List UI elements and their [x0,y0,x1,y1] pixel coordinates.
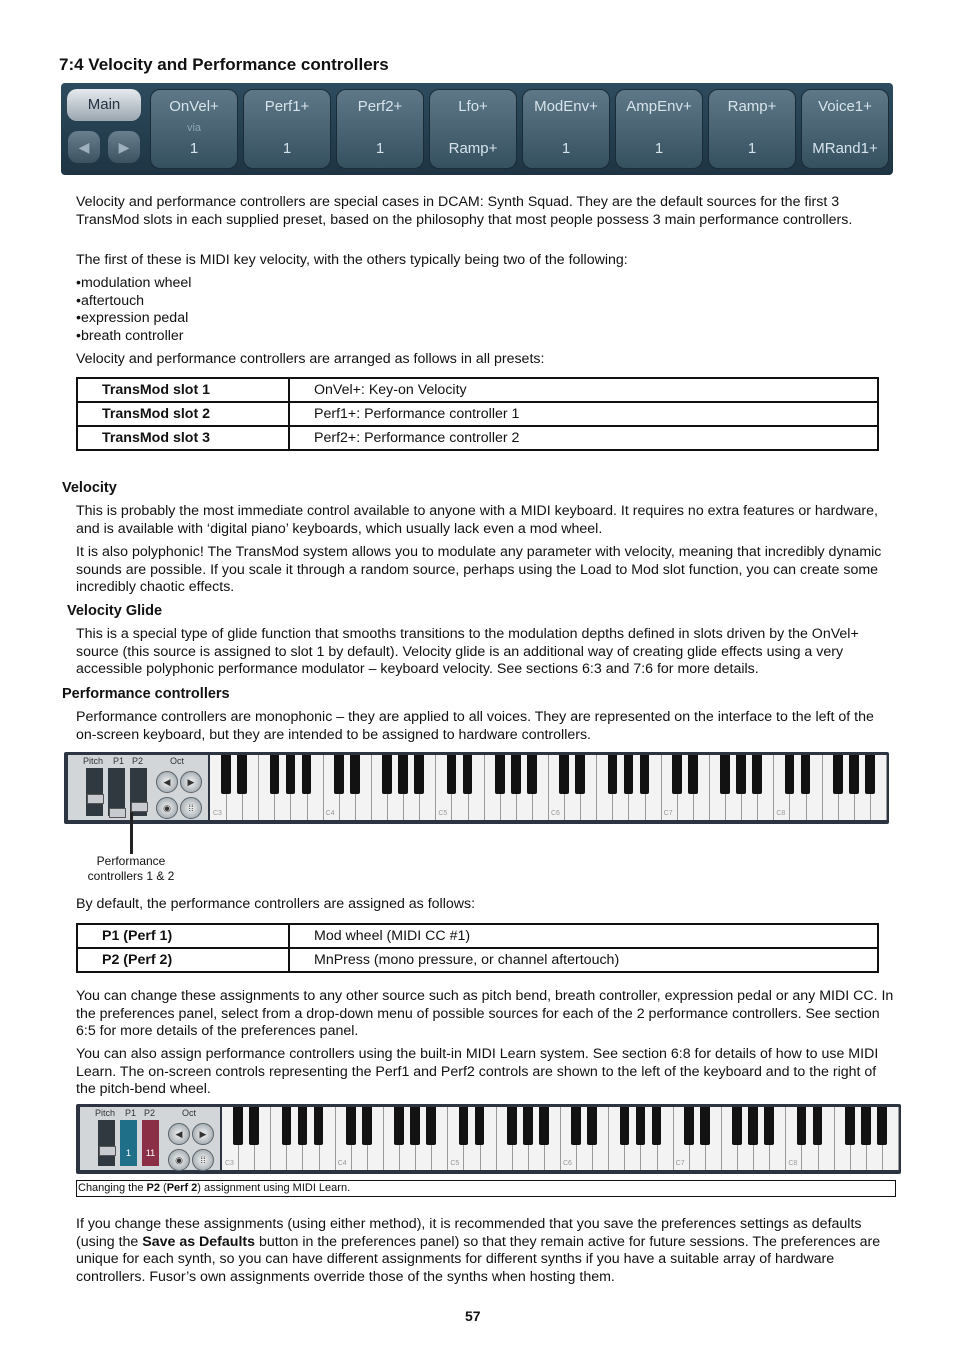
black-key[interactable] [414,755,424,794]
black-key[interactable] [475,1107,485,1145]
table-cell: Perf1+: Performance controller 1 [289,402,878,426]
octave-label: C8 [788,1160,798,1167]
right-arrow-icon[interactable]: ▶ [108,131,140,163]
piano-keys[interactable] [222,1107,898,1170]
caption-bold: P2 [146,1182,160,1194]
p2-slider[interactable] [142,1120,159,1166]
tile-bottom: 1 [282,140,292,157]
controller-panel [80,1107,220,1170]
pitch-label: Pitch [95,1108,116,1118]
black-key[interactable] [813,1107,823,1145]
tile-bottom: 1 [747,140,757,157]
black-key[interactable] [237,755,247,794]
tile-top: Perf1+ [264,98,310,115]
tile-mid: via [186,122,202,134]
octave-label: C3 [225,1160,234,1167]
tile-modenv[interactable] [522,89,610,169]
table-row [77,924,878,948]
controller-list [76,275,191,345]
p2-label: P2 [132,756,144,766]
caption-bold: Perf 2 [166,1182,198,1194]
black-key[interactable] [785,755,795,794]
section-heading: 7:4 Velocity and Performance controllers [59,55,389,74]
black-key[interactable] [684,1107,694,1145]
velocity-glide-heading: Velocity Glide [67,603,163,619]
black-key[interactable] [350,755,360,794]
table-cell: Mod wheel (MIDI CC #1) [289,924,878,948]
pitch-wheel[interactable] [98,1120,115,1166]
callout-line [130,812,133,854]
black-key[interactable] [672,755,682,794]
black-key[interactable] [523,1107,533,1145]
transmod-slot-table [76,377,879,451]
black-key[interactable] [587,1107,597,1145]
black-key[interactable] [688,755,698,794]
table-cell: OnVel+: Key-on Velocity [289,378,878,402]
velocity-heading: Velocity [62,480,117,496]
octave-label: C6 [551,810,560,817]
performance-heading: Performance controllers [62,686,230,702]
table-cell: P1 (Perf 1) [77,924,289,948]
tile-onvel[interactable] [150,89,238,169]
table-row [77,402,878,426]
black-key[interactable] [447,755,457,794]
octave-up-icon[interactable]: ▶ [180,771,202,793]
body-paragraph: It is also polyphonic! The TransMod system allows you to modulate any parameter with velocity, meaning that incredibly dynamic sounds are possible. If you scale it through a random source, perhaps using the Load to Mod slot function, you can create some incredibly chaotic effects. [76,544,882,596]
octave-label: C6 [563,1160,572,1167]
octave-label: C4 [325,810,335,817]
black-key[interactable] [511,755,521,794]
tile-top: Voice1+ [818,98,872,115]
tile-bottom: 1 [375,140,385,157]
black-key[interactable] [752,755,762,794]
mono-icon[interactable]: ◉ [156,797,178,819]
body-paragraph: By default, the performance controllers are assigned as follows: [76,896,476,912]
onscreen-keyboard-midi-learn [76,1104,901,1174]
black-key[interactable] [720,755,730,794]
list-item: • expression pedal [76,310,191,328]
onscreen-keyboard [64,752,889,824]
black-key[interactable] [608,755,618,794]
table-row [77,948,878,972]
tile-top: Perf2+ [357,98,403,115]
black-key[interactable] [732,1107,742,1145]
list-item: • breath controller [76,328,191,346]
black-key[interactable] [270,755,280,794]
table-cell: MnPress (mono pressure, or channel aftertouch) [289,948,878,972]
tile-top: OnVel+ [169,98,219,115]
octave-label: C4 [337,1160,347,1167]
closing-text: button in the preferences panel) so that they remain active for future sessions. The preferences are unique for each synth, so you can have different assignments for different synths if you have a suitable array of hardware controllers. Fusor’s own assignments override those of the synths when hosting them. [76,1233,881,1285]
octave-down-icon[interactable]: ◀ [168,1123,190,1145]
oct-label: Oct [182,1108,197,1118]
octave-label: C5 [438,810,448,817]
octave-label: C7 [675,1160,685,1167]
black-key[interactable] [298,1107,308,1145]
black-key[interactable] [286,755,296,794]
body-paragraph: This is probably the most immediate control available to anyone with a MIDI keyboard. It requires no extra features or hardware, and is available with ‘digital piano’ keyboards, which usually lack even a mod wheel. [76,503,878,537]
black-key[interactable] [652,1107,662,1145]
mono-icon[interactable]: ◉ [168,1149,190,1171]
p1-learn-value: 1 [125,1148,131,1158]
octave-label: C7 [663,810,673,817]
tile-bottom: 1 [654,140,664,157]
tile-top: Ramp+ [727,98,777,115]
tile-bottom: 1 [189,140,199,157]
tile-top: AmpEnv+ [626,98,692,115]
black-key[interactable] [463,755,473,794]
pitch-wheel[interactable] [86,768,103,816]
body-paragraph: You can also assign performance controllers using the built-in MIDI Learn system. See section 6:8 for details of how to use MIDI Learn. The on-screen controls representing the Perf1 and Perf2 controls are shown to the left of the keyboard and to the right of the pitch-bend wheel. [76,1046,879,1098]
intro-paragraph: The first of these is MIDI key velocity, with the others typically being two of the following: [76,252,628,268]
black-key[interactable] [797,1107,807,1145]
p2-learn-value: 11 [145,1148,156,1158]
black-key[interactable] [849,755,859,794]
black-key[interactable] [233,1107,243,1145]
black-key[interactable] [845,1107,855,1145]
caption-text: ( [159,1182,167,1194]
black-key[interactable] [620,1107,630,1145]
black-key[interactable] [833,755,843,794]
p1-label: P1 [125,1108,137,1118]
black-key[interactable] [410,1107,420,1145]
tile-perf2[interactable] [336,89,424,169]
tile-top: ModEnv+ [534,98,598,115]
black-key[interactable] [507,1107,517,1145]
p2-label: P2 [144,1108,156,1118]
piano-keys[interactable] [210,755,886,820]
black-key[interactable] [539,1107,549,1145]
caption-text: Changing the [78,1182,147,1194]
tile-voice1[interactable] [801,89,889,169]
black-key[interactable] [877,1107,887,1145]
octave-label: C5 [450,1160,460,1167]
black-key[interactable] [221,755,231,794]
intro-paragraph: Velocity and performance controllers are arranged as follows in all presets: [76,351,545,367]
caption-text: ) assignment using MIDI Learn. [197,1182,351,1194]
oct-label: Oct [170,756,185,766]
tile-bottom: MRand1+ [812,140,878,157]
black-key[interactable] [495,755,505,794]
list-item: • aftertouch [76,293,191,311]
black-key[interactable] [700,1107,710,1145]
closing-paragraph [76,1216,894,1286]
table-cell: TransMod slot 1 [77,378,289,402]
tile-ampenv[interactable] [615,89,703,169]
p1-slider[interactable] [120,1120,137,1166]
body-paragraph: This is a special type of glide function that smooths transitions to the modulation depths defined in slots driven by the OnVel+ source (this source is assigned to slot 1 by default). Velocity glide is an additional way of creating glide effects using a very accessible polyphonic performance modulator – keyboard velocity. See sections 6:3 and 7:6 for more details. [76,626,859,678]
tile-top: Lfo+ [458,98,488,115]
black-key[interactable] [575,755,585,794]
octave-label: C3 [213,810,222,817]
transmod-toolbar [61,83,893,175]
table-row [77,426,878,450]
grid-icon[interactable]: ⁞⁞ [192,1149,214,1171]
black-key[interactable] [282,1107,292,1145]
controller-panel [68,755,208,820]
black-key[interactable] [314,1107,324,1145]
p1-label: P1 [113,756,125,766]
left-arrow-icon[interactable]: ◀ [68,131,100,163]
black-key[interactable] [640,755,650,794]
black-key[interactable] [382,755,392,794]
intro-paragraph: Velocity and performance controllers are special cases in DCAM: Synth Squad. They are the default sources for the first 3 TransMod slots in each supplied preset, based on the philosophy that most people possess 3 main performance controllers. [76,194,853,228]
figure-caption [76,1180,896,1197]
table-cell: TransMod slot 2 [77,402,289,426]
black-key[interactable] [559,755,569,794]
black-key[interactable] [394,1107,404,1145]
callout-label: Performance controllers 1 & 2 [87,854,175,883]
tile-lfo[interactable] [429,89,517,169]
list-item: • modulation wheel [76,275,191,293]
table-row [77,378,878,402]
pitch-label: Pitch [83,756,104,766]
tile-ramp[interactable] [708,89,796,169]
table-cell: TransMod slot 3 [77,426,289,450]
black-key[interactable] [302,755,312,794]
save-as-defaults-text: Save as Defaults [142,1233,256,1250]
octave-down-icon[interactable]: ◀ [156,771,178,793]
p2-slider[interactable] [130,768,147,816]
tile-bottom: Ramp+ [448,140,498,157]
black-key[interactable] [527,755,537,794]
table-cell: P2 (Perf 2) [77,948,289,972]
grid-icon[interactable]: ⁞⁞ [180,797,202,819]
octave-label: C8 [776,810,786,817]
body-paragraph: Performance controllers are monophonic – they are applied to all voices. They are represented on the interface to the left of the on-screen keyboard, but they are intended to be assigned to hardware controllers. [76,709,874,743]
black-key[interactable] [362,1107,372,1145]
tile-perf1[interactable] [243,89,331,169]
black-key[interactable] [571,1107,581,1145]
page-number: 57 [465,1308,481,1324]
black-key[interactable] [801,755,811,794]
black-key[interactable] [736,755,746,794]
tile-bottom: 1 [561,140,571,157]
black-key[interactable] [636,1107,646,1145]
black-key[interactable] [748,1107,758,1145]
black-key[interactable] [334,755,344,794]
black-key[interactable] [398,755,408,794]
black-key[interactable] [346,1107,356,1145]
black-key[interactable] [861,1107,871,1145]
perf-assignment-table [76,923,879,973]
black-key[interactable] [459,1107,469,1145]
black-key[interactable] [764,1107,774,1145]
black-key[interactable] [249,1107,259,1145]
black-key[interactable] [624,755,634,794]
body-paragraph: You can change these assignments to any other source such as pitch bend, breath controller, expression pedal or any MIDI CC. In the preferences panel, select from a drop-down menu of possible sources for each of the 2 performance controllers. See section 6:5 for more details of the preferences panel. [76,988,894,1040]
closing-text: If you change these assignments (using either method), it is recommended that you save the preferences settings as defaults (using the [76,1216,862,1250]
octave-up-icon[interactable]: ▶ [192,1123,214,1145]
main-button[interactable]: Main [67,89,141,121]
black-key[interactable] [426,1107,436,1145]
table-cell: Perf2+: Performance controller 2 [289,426,878,450]
p1-slider[interactable] [108,768,125,816]
black-key[interactable] [865,755,875,794]
